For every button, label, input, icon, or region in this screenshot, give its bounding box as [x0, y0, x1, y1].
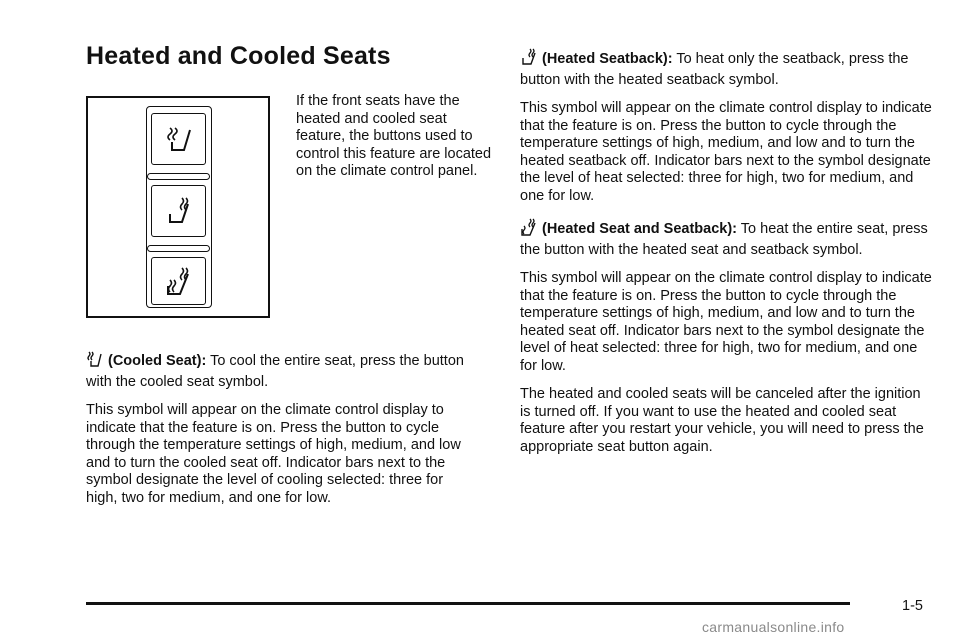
cooled-seat-icon [86, 350, 104, 374]
cooled-seat-section [86, 350, 478, 507]
cooled-seat-lead-text: To cool the entire seat, press the button with the cooled seat symbol. [86, 353, 464, 390]
seat-control-panel-figure [86, 96, 270, 318]
heated-seat-and-seatback-icon [520, 218, 538, 242]
heated-seat-and-seatback-icon [162, 264, 196, 298]
heated-seat-and-seatback-lead [520, 218, 932, 259]
intro-paragraph: If the front seats have the heated and cooled seat feature, the buttons used to control this feature are located on the climate control panel. [296, 93, 492, 179]
heated-seatback-button [151, 185, 206, 237]
heated-seatback-lead [520, 48, 932, 89]
watermark: carmanualsonline.info [702, 619, 845, 635]
heated-seat-and-seatback-lead-text: To heat the entire seat, press the button with the heated seat and seatback symbol. [520, 221, 928, 258]
closing-paragraph: The heated and cooled seats will be canceled after the ignition is turned off. If you want to use the heated and cooled seat feature after you restart your vehicle, you will need to press the appropriate seat button again. [520, 386, 924, 455]
heated-seat-and-seatback-button [151, 257, 206, 305]
cooled-seat-button [151, 113, 206, 165]
page-number: 1-5 [902, 598, 923, 614]
heated-seatback-icon [162, 194, 196, 228]
heated-seat-and-seatback-heading: (Heated Seat and Seatback): [542, 221, 738, 237]
cooled-seat-heading: (Cooled Seat): [108, 353, 207, 369]
footer-rule [86, 602, 850, 605]
seat-button-panel [146, 106, 212, 308]
heated-seatback-heading: (Heated Seatback): [542, 51, 673, 67]
heated-seat-and-seatback-body: This symbol will appear on the climate control display to indicate that the feature is on. Press the button to cycle through the temperature settings of high, medium, and low and to turn the heated seat off. Indicator bars next to the symbol designate the level of heat selected: three for high, two for medium, and one for low. [520, 270, 932, 374]
right-column [520, 48, 932, 456]
cooled-seat-icon [162, 122, 196, 156]
heated-seatback-lead-text: To heat only the seatback, press the button with the heated seatback symbol. [520, 51, 909, 88]
page-title: Heated and Cooled Seats [86, 42, 391, 70]
cooled-seat-lead [86, 350, 478, 391]
heated-seatback-icon [520, 48, 538, 72]
indicator-bar [147, 245, 210, 252]
cooled-seat-body: This symbol will appear on the climate control display to indicate that the feature is on. Press the button to cycle through the temperature settings of high, medium, and low and to turn the cooled seat off. Indicator bars next to the symbol designate the level of cooling selected: three for high, two for medium, and one for low. [86, 402, 461, 506]
indicator-bar [147, 173, 210, 180]
heated-seatback-body: This symbol will appear on the climate control display to indicate that the feature is on. Press the button to cycle through the temperature settings of high, medium, and low and to turn the heated seatback off. Indicator bars next to the symbol designate the level of heat selected: three for high, two for medium, and one for low. [520, 100, 932, 204]
